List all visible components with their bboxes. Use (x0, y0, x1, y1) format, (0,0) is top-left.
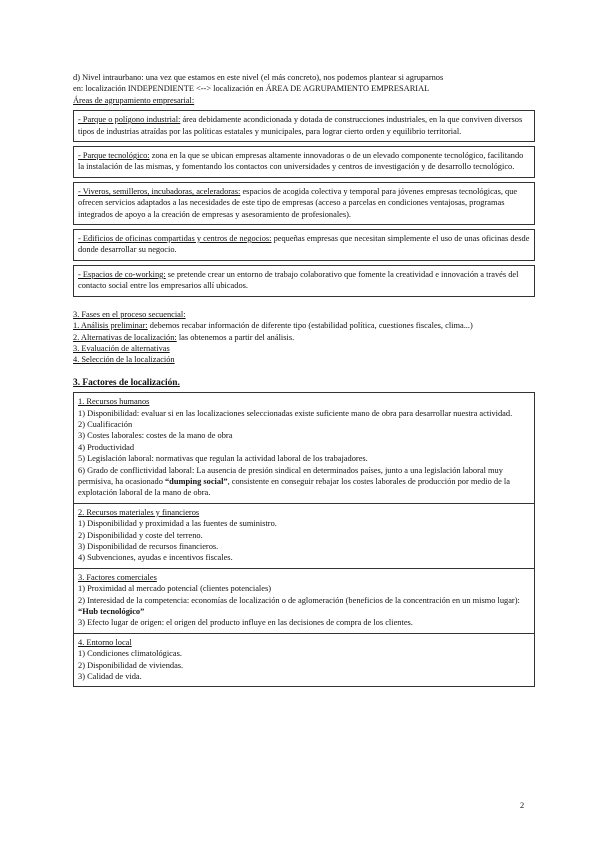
factor-group-box (73, 568, 535, 633)
page-number: 2 (520, 801, 525, 810)
area-term: - Parque tecnológico: (78, 151, 150, 161)
factor-item: 4) Subvenciones, ayudas e incentivos fiscales. (78, 553, 233, 563)
intro-line-1: d) Nivel intraurbano: una vez que estamos en este nivel (el más concreto), nos podemos plantear si agruparnos (73, 73, 444, 82)
area-text: zona en la que se ubican empresas altamente innovadoras o de un elevado componente tecnológico, facilitando la instalación de las mismas, y fomentando los contactos con universidades y centros de investigación y de desarrollo tecnológico. (78, 151, 524, 172)
intro-line-2: en: localización INDEPENDIENTE <--> localización en ÁREA DE AGRUPAMIENTO EMPRESARIAL (73, 84, 430, 94)
factor-item: 3) Costes laborales: costes de la mano de obra (78, 431, 233, 441)
area-term: - Espacios de co-working: (78, 269, 166, 279)
phase-item (73, 320, 535, 331)
area-text: pequeñas empresas que necesitan simplemente el uso de unas oficinas desde donde desarrollar su negocio. (78, 234, 530, 255)
factor-item: 1) Disponibilidad y proximidad a las fuentes de suministro. (78, 519, 277, 529)
areas-title: Áreas de agrupamiento empresarial: (73, 95, 195, 105)
phases-title: 3. Fases en el proceso secuencial: (73, 309, 186, 319)
area-term: - Parque o polígono industrial: (78, 115, 181, 125)
phase-term: 3. Evaluación de alternativas (73, 343, 170, 353)
areas-boxes (73, 110, 535, 296)
factor-item: 1) Disponibilidad: evaluar si en las localizaciones seleccionadas existe suficiente mano de obra para desarrollar nuestra actividad. (78, 408, 513, 418)
factors-boxes (73, 392, 535, 687)
factor-item: 2) Disponibilidad y coste del terreno. (78, 530, 203, 540)
factor-group-box (73, 392, 535, 503)
factor-item (78, 595, 530, 618)
document-page (73, 72, 535, 687)
factor-item: 3) Efecto lugar de origen: el origen del producto influye en las decisiones de compra de los clientes. (78, 618, 413, 628)
factor-group-title: 4. Entorno local (78, 637, 132, 647)
factor-item-text: 6) Grado de conflictividad laboral: La ausencia de presión sindical en determinados países, junto a una legislación laboral muy permisiva, ha ocasionado (78, 465, 503, 486)
phase-text: debemos recabar información de diferente tipo (estabilidad política, cuestiones fiscales, clima...) (147, 321, 473, 331)
factor-item-text: 2) Interesidad de la competencia: economías de localización o de aglomeración (beneficios de la concentración en un mismo lugar): (78, 595, 520, 605)
factor-item: 1) Condiciones climatológicas. (78, 649, 182, 659)
area-text: área debidamente acondicionada y dotada de construcciones industriales, en la que conviven diversos tipos de industrias atraídas por las políticas estatales y municipales, para lograr cierto orden y equilibrio territorial. (78, 115, 523, 136)
area-text: espacios de acogida colectiva y temporal para jóvenes empresas tecnológicas, que ofrecen servicios adaptados a las necesidades de este tipo de empresas (acceso a parcelas en condiciones ventajosas, programas integrados de apoyo a la creación de empresas y asesoramiento de profesionales). (78, 186, 518, 219)
factor-item: 2) Cualificación (78, 419, 133, 429)
phase-item (73, 343, 535, 354)
factor-item (78, 465, 530, 499)
factor-item-bold: “dumping social” (164, 476, 228, 486)
factor-item: 5) Legislación laboral: normativas que regulan la actividad laboral de los trabajadores. (78, 454, 368, 464)
factor-group-title: 1. Recursos humanos (78, 397, 150, 407)
area-box (73, 229, 535, 261)
factor-group-box (73, 503, 535, 568)
area-box (73, 146, 535, 178)
phase-item (73, 354, 535, 365)
phases-section (73, 309, 535, 366)
factor-item: 2) Disponibilidad de viviendas. (78, 660, 184, 670)
area-text: se pretende crear un entorno de trabajo colaborativo que fomente la creatividad e innovación a través del contacto social entre los empresarios allí ubicados. (78, 269, 519, 291)
phase-item (73, 332, 535, 343)
factor-group-title: 2. Recursos materiales y financieros (78, 507, 200, 517)
factor-item: 3) Calidad de vida. (78, 672, 142, 682)
phase-term: 4. Selección de la localización (73, 355, 175, 365)
factor-item: 4) Productividad (78, 442, 135, 452)
area-box (73, 265, 535, 297)
area-box (73, 110, 535, 142)
factor-group-title: 3. Factores comerciales (78, 572, 157, 582)
factor-group-box (73, 633, 535, 688)
factor-item-text-after: , consistente en conseguir rebajar los costes laborales de producción por medio de la explotación laboral de la mano de obra. (78, 476, 510, 498)
area-term: - Edificios de oficinas compartidas y centros de negocios: (78, 234, 272, 244)
factor-item: 1) Proximidad al mercado potencial (clientes potenciales) (78, 584, 272, 594)
factor-item-bold: “Hub tecnológico” (78, 607, 145, 617)
factor-item: 3) Disponibilidad de recursos financieros. (78, 542, 219, 551)
area-term: - Viveros, semilleros, incubadoras, aceleradoras: (78, 186, 241, 196)
phase-term: 2. Alternativas de localización: (73, 332, 177, 342)
phase-text: las obtenemos a partir del análisis. (176, 332, 295, 342)
factors-heading: 3. Factores de localización. (73, 377, 180, 388)
phase-term: 1. Análisis preliminar: (73, 321, 148, 331)
area-box (73, 182, 535, 225)
